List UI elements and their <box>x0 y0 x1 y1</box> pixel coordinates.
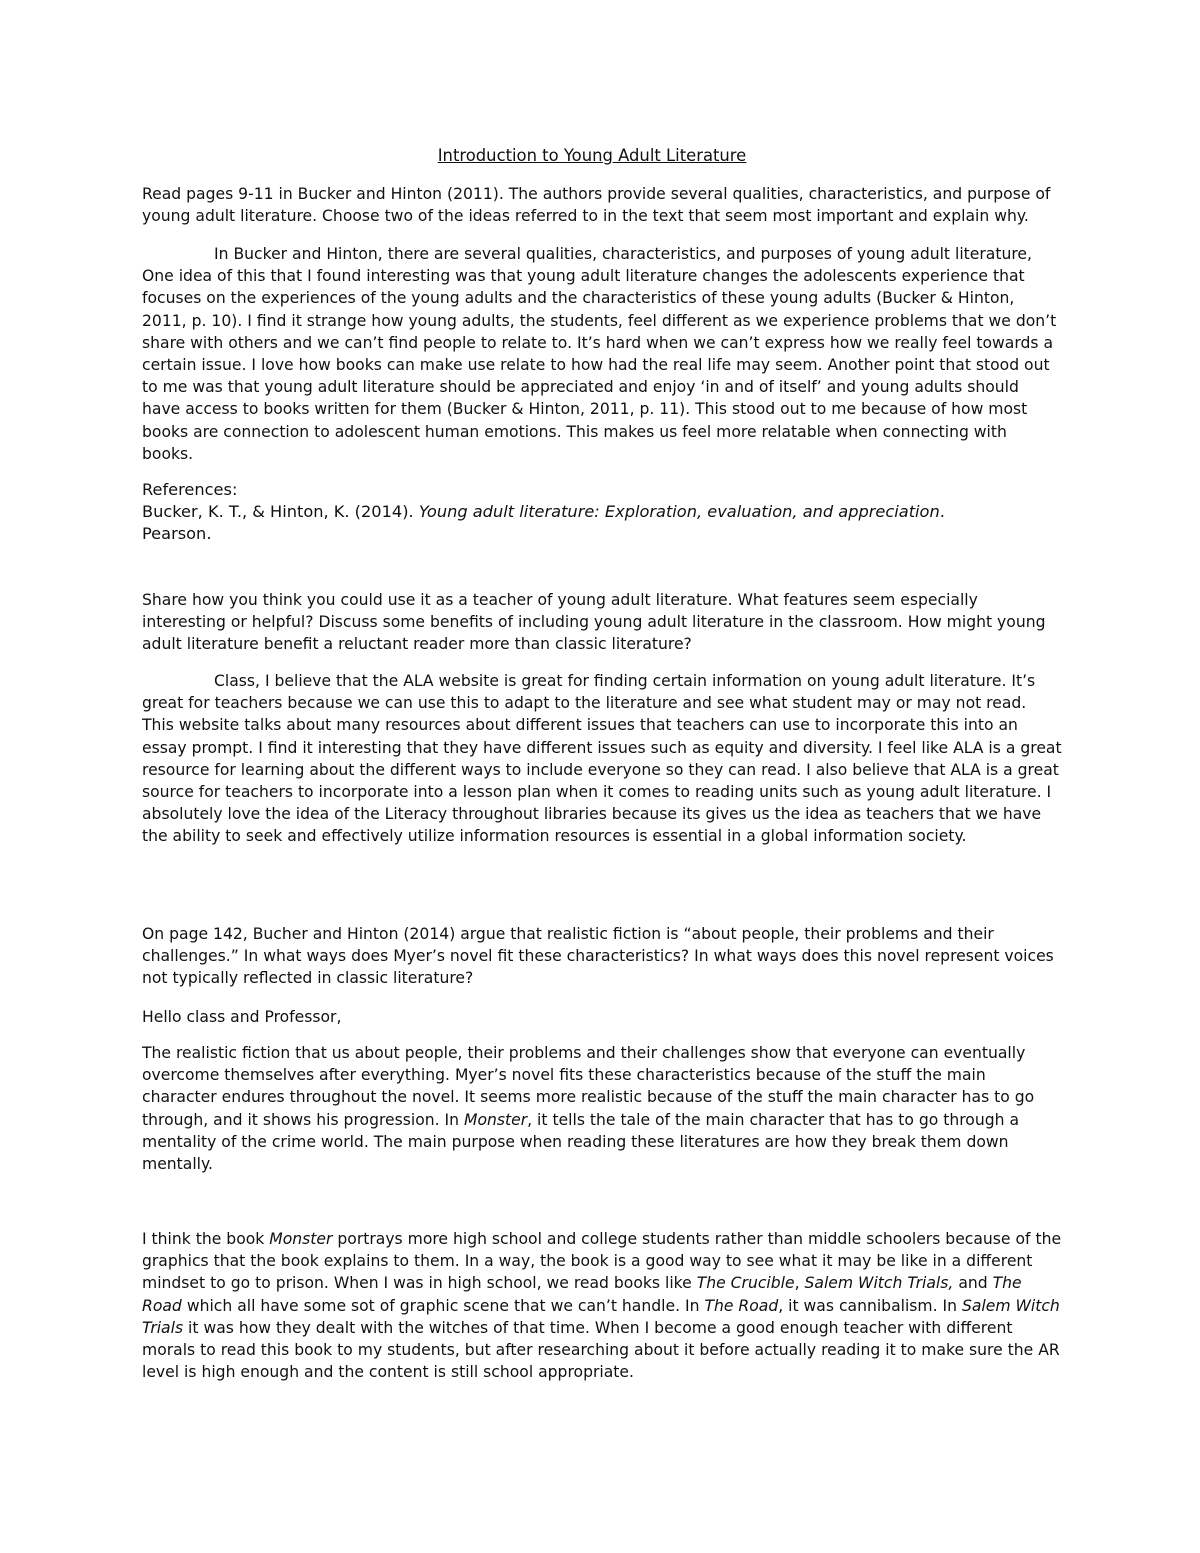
document-title: Introduction to Young Adult Literature <box>437 146 747 165</box>
response-3: The realistic fiction that us about people, their problems and their challenges show that everyone can eventually overcome themselves after everything. Myer’s novel fits these characteristics because of the stuff the main character endures throughout the novel. It seems more realistic because of the stuff the main character has to go through, and it shows his progression. In Monster, it tells the tale of the main character that has to go through a mentality of the crime world. The main purpose when reading these literatures are how they break them down mentally. <box>142 1044 1035 1174</box>
reference-book-title: Young adult literature: Exploration, evaluation, and appreciation <box>418 502 940 521</box>
reference-publisher: Pearson. <box>142 524 212 543</box>
prompt-2: Share how you think you could use it as a teacher of young adult literature. What features seem especially interesting or helpful? Discuss some benefits of including young adult literature in the classroom. How might young adult literature benefit a reluctant reader more than classic literature? <box>142 591 1046 654</box>
book-title-crucible: The Crucible <box>696 1274 795 1293</box>
references-section <box>142 479 1062 545</box>
response-4: I think the book Monster portrays more high school and college students rather than middle schoolers because of the graphics that the book explains to them. In a way, the book is a good way to see what it may be like in a different mindset to go to prison. When I was in high school, we read books like The Crucible, Salem Witch Trials, and The Road which all have some sot of graphic scene that we can’t handle. In The Road, it was cannibalism. In Salem Witch Trials it was how they dealt with the witches of that time. When I become a good enough teacher with different morals to read this book to my students, but after researching about it before actually reading it to make sure the AR level is high enough and the content is still school appropriate. <box>142 1230 1062 1382</box>
book-title-monster: Monster <box>464 1110 528 1129</box>
references-heading: References: <box>142 480 238 499</box>
book-title-salem: Salem Witch Trials <box>142 1296 1060 1337</box>
reference-entry: Bucker, K. T., & Hinton, K. (2014). Young adult literature: Exploration, evaluation, and appreciation. Pearson. <box>142 502 945 543</box>
book-title-road: The Road <box>704 1296 779 1315</box>
response-1: In Bucker and Hinton, there are several qualities, characteristics, and purposes of young adult literature, One idea of this that I found interesting was that young adult literature changes the adolescents experience that focuses on the experiences of the young adults and the characteristics of these young adults (Bucker & Hinton, 2011, p. 10). I find it strange how young adults, the students, feel different as we experience problems that we don’t share with others and we can’t find people to relate to. It’s hard when we can’t express how we really feel towards a certain issue. I love how books can make use relate to how had the real life may seem. Another point that stood out to me was that young adult literature should be appreciated and enjoy ‘in and of itself’ and young adults should have access to books written for them (Bucker & Hinton, 2011, p. 11). This stood out to me because of how most books are connection to adolescent human emotions. This makes us feel more relatable when connecting with books. <box>142 245 1057 463</box>
greeting: Hello class and Professor, <box>142 1008 342 1026</box>
book-title-monster: Monster <box>269 1230 333 1248</box>
response-2: Class, I believe that the ALA website is great for finding certain information on young adult literature. It’s great for teachers because we can use this to adapt to the literature and see what student may or may not read. This website talks about many resources about different issues that teachers can use to incorporate this into an essay prompt. I find it interesting that they have different issues such as equity and diversity. I feel like ALA is a great resource for learning about the different ways to include everyone so they can read. I also believe that ALA is a great source for teachers to incorporate into a lesson plan when it comes to reading units such as young adult literature. I absolutely love the idea of the Literacy throughout libraries because its gives us the idea as teachers that we have the ability to seek and effectively utilize information resources is essential in a global information society. <box>142 672 1062 846</box>
book-title-road: The Road <box>142 1274 1022 1315</box>
reference-authors: Bucker, K. T., & Hinton, K. (2014). <box>142 502 414 521</box>
book-title-salem: Salem Witch Trials, <box>804 1274 954 1293</box>
prompt-3: On page 142, Bucher and Hinton (2014) argue that realistic fiction is “about people, their problems and their challenges.” In what ways does Myer’s novel fit these characteristics? In what ways does this novel represent voices not typically reflected in classic literature? <box>142 925 1054 988</box>
prompt-1: Read pages 9-11 in Bucker and Hinton (2011). The authors provide several qualities, characteristics, and purpose of young adult literature. Choose two of the ideas referred to in the text that seem most important and explain why. <box>142 185 1051 226</box>
